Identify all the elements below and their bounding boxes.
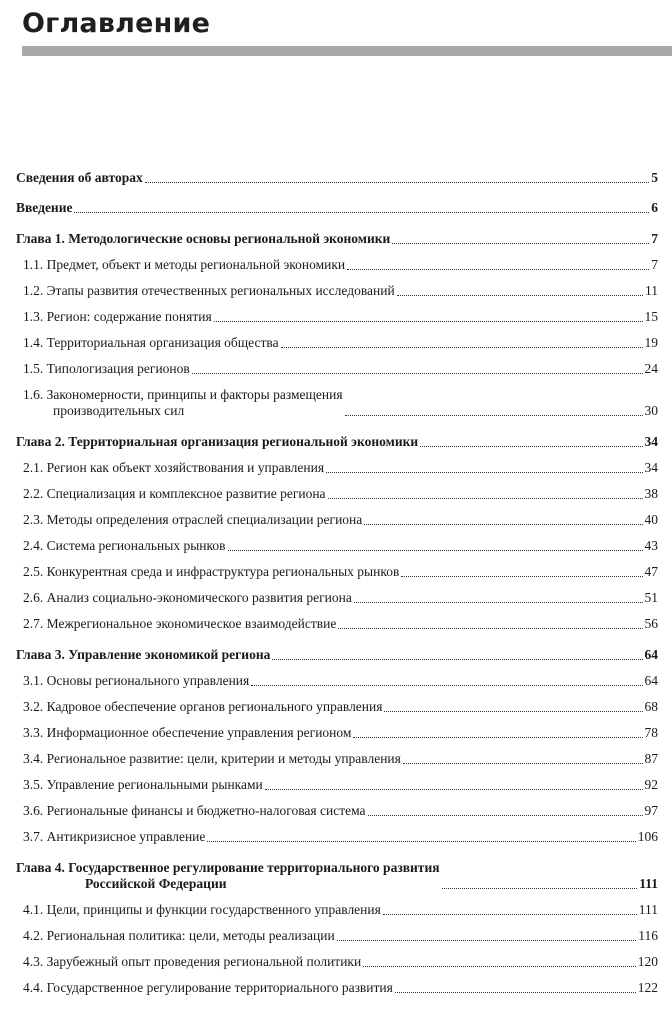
toc-entry-title: Глава 2. Территориальная организация региональной экономики (16, 434, 419, 449)
toc-section-1-2[interactable] (16, 283, 658, 299)
dot-leader (272, 658, 642, 660)
toc-page-number: 111 (639, 876, 658, 891)
toc-entry-line-1: 1.6. Закономерности, принципы и факторы размещения (23, 387, 343, 402)
toc-entry-title: 2.7. Межрегиональное экономическое взаимодействие (23, 616, 337, 631)
toc-chapter-4[interactable] (16, 860, 658, 892)
dot-leader (345, 414, 643, 416)
dot-leader (74, 211, 649, 213)
toc-chapter-3[interactable] (16, 647, 658, 663)
dot-leader (265, 788, 643, 790)
toc-page-number: 56 (644, 616, 658, 631)
toc-entry-title: 2.5. Конкурентная среда и инфраструктура региональных рынков (23, 564, 400, 579)
toc-entry-title: 1.3. Регион: содержание понятия (23, 309, 212, 324)
toc-section-2-7[interactable] (16, 616, 658, 632)
toc-entry-line-2: Российской Федерации (85, 876, 227, 891)
dot-leader (207, 840, 635, 842)
toc-section-1-6[interactable] (16, 387, 658, 419)
toc-section-4-1[interactable] (16, 902, 658, 918)
title-underline-bar (22, 46, 672, 56)
toc-section-1-3[interactable] (16, 309, 658, 325)
toc-section-2-3[interactable] (16, 512, 658, 528)
toc-section-3-4[interactable] (16, 751, 658, 767)
toc-entry-title: 3.2. Кадровое обеспечение органов регионального управления (23, 699, 383, 714)
toc-page-number: 64 (644, 673, 658, 688)
toc-page-number: 64 (644, 647, 658, 662)
toc-page-number: 7 (651, 231, 658, 246)
dot-leader (368, 814, 643, 816)
toc-page-number: 116 (638, 928, 658, 943)
toc-page-number: 34 (644, 460, 658, 475)
toc-page-number: 19 (644, 335, 658, 350)
dot-leader (145, 181, 650, 183)
toc-entry-title: 4.4. Государственное регулирование территориального развития (23, 980, 393, 995)
toc-page-number: 111 (638, 902, 658, 917)
toc-section-3-1[interactable] (16, 673, 658, 689)
toc-page-number: 7 (651, 257, 658, 272)
toc-entry-title: Введение (16, 200, 73, 215)
toc-entry-line-2: производительных сил (53, 403, 185, 418)
toc-section-1-5[interactable] (16, 361, 658, 377)
dot-leader (383, 913, 637, 915)
toc-page-number: 120 (637, 954, 658, 969)
toc-section-4-4[interactable] (16, 980, 658, 996)
toc-page-number: 24 (644, 361, 658, 376)
dot-leader (192, 372, 643, 374)
toc-section-2-1[interactable] (16, 460, 658, 476)
dot-leader (251, 684, 642, 686)
toc-entry-title (16, 860, 440, 892)
page-header (22, 6, 672, 56)
dot-leader (354, 601, 643, 603)
dot-leader (364, 523, 642, 525)
toc-page-number: 92 (644, 777, 658, 792)
toc-page-number: 6 (651, 200, 658, 215)
dot-leader (420, 445, 642, 447)
dot-leader (403, 762, 643, 764)
dot-leader (395, 991, 636, 993)
dot-leader (392, 242, 649, 244)
table-of-contents (16, 166, 658, 996)
toc-chapter-2[interactable] (16, 434, 658, 450)
toc-page-number: 68 (644, 699, 658, 714)
toc-page-number: 78 (644, 725, 658, 740)
toc-page-number: 38 (644, 486, 658, 501)
dot-leader (363, 965, 636, 967)
toc-section-4-3[interactable] (16, 954, 658, 970)
dot-leader (281, 346, 643, 348)
toc-entry-intro[interactable] (16, 200, 658, 216)
toc-entry-title: 3.6. Региональные финансы и бюджетно-налоговая система (23, 803, 366, 818)
toc-entry-line-1: Глава 4. Государственное регулирование территориального развития (16, 860, 440, 875)
page-title: Оглавление (22, 8, 211, 39)
dot-leader (347, 268, 649, 270)
toc-page-number: 106 (637, 829, 658, 844)
dot-leader (214, 320, 643, 322)
toc-entry-title: 2.1. Регион как объект хозяйствования и управления (23, 460, 325, 475)
toc-section-2-5[interactable] (16, 564, 658, 580)
toc-entry-title: 3.1. Основы регионального управления (23, 673, 250, 688)
toc-entry-title: 1.1. Предмет, объект и методы региональной экономики (23, 257, 346, 272)
toc-entry-title: Глава 3. Управление экономикой региона (16, 647, 271, 662)
toc-section-3-5[interactable] (16, 777, 658, 793)
toc-entry-title: 3.3. Информационное обеспечение управления регионом (23, 725, 352, 740)
toc-section-2-2[interactable] (16, 486, 658, 502)
toc-page-number: 34 (644, 434, 658, 449)
toc-entry-title: 4.3. Зарубежный опыт проведения региональной политики (23, 954, 362, 969)
toc-page-number: 11 (645, 283, 658, 298)
dot-leader (384, 710, 642, 712)
toc-page-number: 122 (637, 980, 658, 995)
toc-entry-title: 2.3. Методы определения отраслей специализации региона (23, 512, 363, 527)
toc-section-1-1[interactable] (16, 257, 658, 273)
dot-leader (328, 497, 643, 499)
toc-page-number: 40 (644, 512, 658, 527)
toc-chapter-1[interactable] (16, 231, 658, 247)
dot-leader (442, 887, 638, 889)
dot-leader (397, 294, 643, 296)
toc-page-number: 51 (644, 590, 658, 605)
toc-section-4-2[interactable] (16, 928, 658, 944)
toc-page-number: 15 (644, 309, 658, 324)
toc-page-number: 30 (644, 403, 658, 418)
dot-leader (353, 736, 642, 738)
toc-section-3-7[interactable] (16, 829, 658, 845)
dot-leader (401, 575, 642, 577)
toc-entry-title: 3.5. Управление региональными рынками (23, 777, 263, 792)
toc-entry-authors[interactable] (16, 170, 658, 186)
toc-entry-title: 2.6. Анализ социально-экономического развития региона (23, 590, 352, 605)
dot-leader (338, 627, 642, 629)
toc-section-2-6[interactable] (16, 590, 658, 606)
toc-section-2-4[interactable] (16, 538, 658, 554)
toc-entry-title: 4.2. Региональная политика: цели, методы реализации (23, 928, 335, 943)
toc-entry-title: 1.2. Этапы развития отечественных региональных исследований (23, 283, 395, 298)
toc-entry-title: 3.4. Региональное развитие: цели, критерии и методы управления (23, 751, 401, 766)
dot-leader (228, 549, 643, 551)
toc-page-number: 97 (644, 803, 658, 818)
dot-leader (326, 471, 642, 473)
toc-entry-title: 1.4. Территориальная организация общества (23, 335, 279, 350)
toc-section-1-4[interactable] (16, 335, 658, 351)
toc-section-3-6[interactable] (16, 803, 658, 819)
toc-entry-title (23, 387, 343, 419)
toc-section-3-3[interactable] (16, 725, 658, 741)
toc-entry-title: 4.1. Цели, принципы и функции государственного управления (23, 902, 381, 917)
toc-page-number: 43 (644, 538, 658, 553)
toc-page-number: 47 (644, 564, 658, 579)
toc-page-number: 5 (651, 170, 658, 185)
toc-entry-title: 1.5. Типологизация регионов (23, 361, 190, 376)
toc-entry-title: Сведения об авторах (16, 170, 143, 185)
toc-entry-title: 2.4. Система региональных рынков (23, 538, 226, 553)
toc-entry-title: Глава 1. Методологические основы региональной экономики (16, 231, 391, 246)
toc-entry-title: 3.7. Антикризисное управление (23, 829, 206, 844)
toc-section-3-2[interactable] (16, 699, 658, 715)
toc-page-number: 87 (644, 751, 658, 766)
dot-leader (337, 939, 637, 941)
toc-entry-title: 2.2. Специализация и комплексное развитие региона (23, 486, 326, 501)
